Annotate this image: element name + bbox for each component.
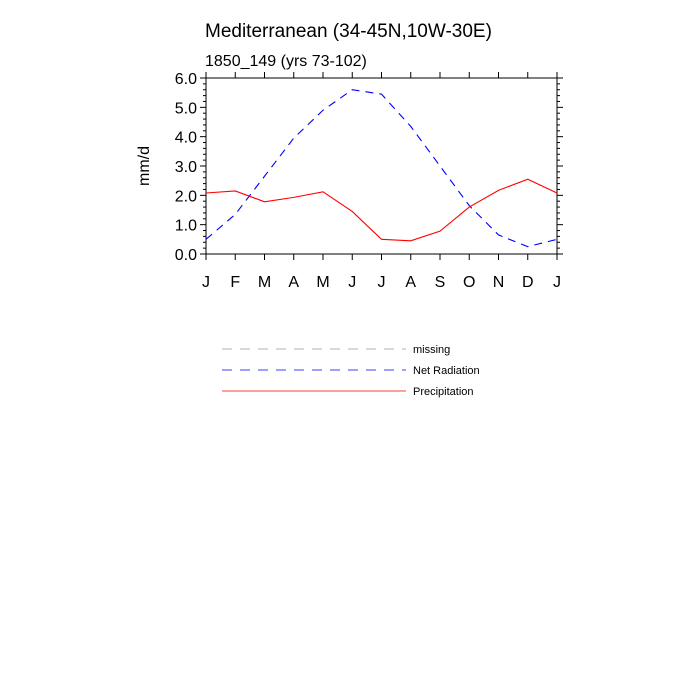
x-tick-label: D — [521, 274, 534, 291]
x-tick-label: A — [405, 274, 417, 291]
legend — [222, 344, 480, 398]
chart-subtitle: 1850_149 (yrs 73-102) — [205, 53, 367, 70]
plot-frame — [206, 78, 557, 254]
x-tick-label: M — [257, 274, 272, 291]
y-tick-label: 0.0 — [174, 247, 197, 264]
y-tick-label: 1.0 — [174, 217, 197, 235]
legend-label-net-radiation: Net Radiation — [413, 365, 480, 377]
plot-axes — [200, 72, 563, 260]
x-tick-label: S — [434, 274, 446, 291]
y-tick-label: 5.0 — [174, 100, 197, 118]
y-tick-label: 4.0 — [174, 129, 197, 147]
series-line-net-radiation — [206, 90, 557, 247]
x-tick-label: J — [348, 274, 357, 291]
x-tick-label: N — [492, 274, 505, 291]
x-tick-label: M — [316, 274, 330, 291]
x-tick-label: A — [288, 274, 300, 291]
legend-label-precipitation: Precipitation — [413, 386, 474, 398]
y-tick-label: 3.0 — [174, 159, 197, 176]
x-tick-label: J — [202, 274, 210, 291]
y-tick-label: 6.0 — [174, 71, 197, 88]
tick-labels — [175, 71, 561, 291]
chart-title: Mediterranean (34-45N,10W-30E) — [205, 21, 492, 42]
y-axis-label: mm/d — [136, 146, 153, 186]
legend-label-missing: missing — [413, 344, 451, 356]
x-tick-label: F — [230, 274, 241, 291]
x-tick-label: J — [553, 274, 561, 291]
series-line-precipitation — [206, 179, 557, 241]
y-tick-label: 2.0 — [174, 188, 197, 206]
x-tick-label: J — [377, 274, 386, 291]
x-tick-label: O — [463, 274, 476, 291]
plot-series — [206, 90, 557, 247]
